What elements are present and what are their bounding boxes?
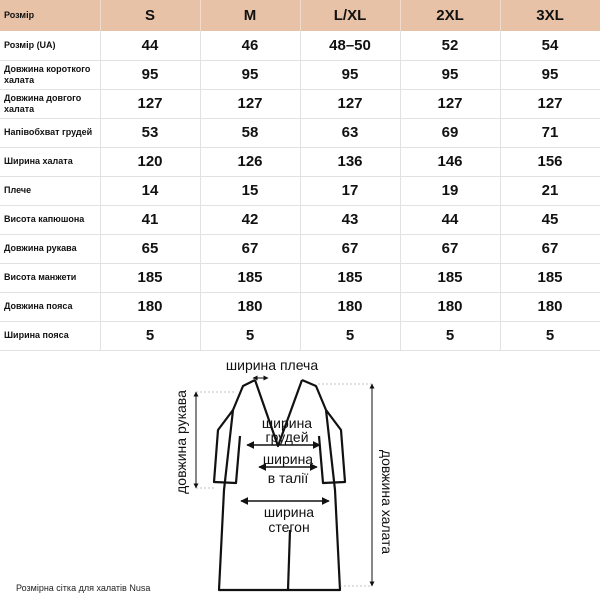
table-cell: 67	[300, 234, 400, 263]
row-label: Ширина халата	[0, 147, 100, 176]
table-row	[0, 321, 600, 350]
table-cell: 44	[100, 31, 200, 60]
table-cell: 180	[200, 292, 300, 321]
table-cell: 5	[200, 321, 300, 350]
row-label: Довжина короткого халата	[0, 60, 100, 89]
table-cell: 127	[500, 89, 600, 118]
table-cell: 127	[400, 89, 500, 118]
hip-width-label-2: стегон	[268, 519, 310, 535]
size-header: 2XL	[400, 0, 500, 31]
header-label: Розмір	[0, 0, 100, 31]
table-cell: 63	[300, 118, 400, 147]
table-cell: 185	[400, 263, 500, 292]
row-label: Висота капюшона	[0, 205, 100, 234]
table-cell: 185	[200, 263, 300, 292]
row-label: Довжина рукава	[0, 234, 100, 263]
chest-width-label-1: ширина	[261, 415, 313, 431]
size-header: S	[100, 0, 200, 31]
table-cell: 21	[500, 176, 600, 205]
table-cell: 71	[500, 118, 600, 147]
chest-width-label-2: грудей	[265, 429, 309, 445]
table-row	[0, 292, 600, 321]
hip-width-marker	[241, 501, 329, 535]
table-cell: 180	[500, 292, 600, 321]
table-cell: 48–50	[300, 31, 400, 60]
table-row	[0, 176, 600, 205]
table-cell: 67	[500, 234, 600, 263]
row-label: Висота манжети	[0, 263, 100, 292]
table-cell: 185	[100, 263, 200, 292]
table-cell: 95	[300, 60, 400, 89]
table-cell: 5	[100, 321, 200, 350]
table-cell: 58	[200, 118, 300, 147]
table-cell: 95	[200, 60, 300, 89]
chest-width-marker	[247, 415, 320, 445]
table-row	[0, 60, 600, 89]
table-cell: 180	[100, 292, 200, 321]
table-cell: 42	[200, 205, 300, 234]
hip-width-label-1: ширина	[263, 504, 315, 520]
table-cell: 67	[200, 234, 300, 263]
waist-width-label-1: ширина	[262, 451, 314, 467]
table-cell: 127	[100, 89, 200, 118]
row-label: Плече	[0, 176, 100, 205]
table-cell: 185	[300, 263, 400, 292]
row-label: Розмір (UA)	[0, 31, 100, 60]
table-cell: 95	[100, 60, 200, 89]
table-row	[0, 263, 600, 292]
table-cell: 43	[300, 205, 400, 234]
table-cell: 45	[500, 205, 600, 234]
table-cell: 53	[100, 118, 200, 147]
table-row	[0, 147, 600, 176]
table-row	[0, 118, 600, 147]
table-cell: 5	[400, 321, 500, 350]
table-cell: 44	[400, 205, 500, 234]
size-header: M	[200, 0, 300, 31]
table-cell: 95	[500, 60, 600, 89]
caption: Розмірна сітка для халатів Nusa	[16, 583, 151, 593]
table-cell: 5	[300, 321, 400, 350]
header-row	[0, 0, 600, 31]
table-cell: 54	[500, 31, 600, 60]
row-label: Напівобхват грудей	[0, 118, 100, 147]
row-label: Довжина довгого халата	[0, 89, 100, 118]
table-row	[0, 234, 600, 263]
size-header: L/XL	[300, 0, 400, 31]
size-header: 3XL	[500, 0, 600, 31]
waist-width-marker	[259, 451, 317, 486]
table-cell: 46	[200, 31, 300, 60]
table-cell: 17	[300, 176, 400, 205]
table-cell: 146	[400, 147, 500, 176]
table-cell: 5	[500, 321, 600, 350]
table-cell: 69	[400, 118, 500, 147]
sleeve-length-label: довжина рукава	[173, 390, 189, 494]
robe-measurement-diagram	[0, 350, 600, 600]
table-cell: 67	[400, 234, 500, 263]
table-cell: 127	[200, 89, 300, 118]
table-cell: 15	[200, 176, 300, 205]
shoulder-width-marker	[226, 357, 318, 378]
table-cell: 52	[400, 31, 500, 60]
row-label: Довжина пояса	[0, 292, 100, 321]
table-cell: 41	[100, 205, 200, 234]
table-cell: 126	[200, 147, 300, 176]
table-cell: 19	[400, 176, 500, 205]
table-cell: 185	[500, 263, 600, 292]
table-cell: 127	[300, 89, 400, 118]
table-cell: 14	[100, 176, 200, 205]
table-cell: 156	[500, 147, 600, 176]
table-cell: 95	[400, 60, 500, 89]
table-cell: 180	[400, 292, 500, 321]
table-cell: 120	[100, 147, 200, 176]
robe-length-label: довжина халата	[379, 449, 395, 555]
shoulder-width-label: ширина плеча	[225, 357, 319, 373]
table-cell: 65	[100, 234, 200, 263]
table-row	[0, 89, 600, 118]
table-cell: 136	[300, 147, 400, 176]
row-label: Ширина пояса	[0, 321, 100, 350]
table-cell: 180	[300, 292, 400, 321]
waist-width-label-2: в талії	[267, 470, 309, 486]
table-row	[0, 205, 600, 234]
table-row	[0, 31, 600, 60]
